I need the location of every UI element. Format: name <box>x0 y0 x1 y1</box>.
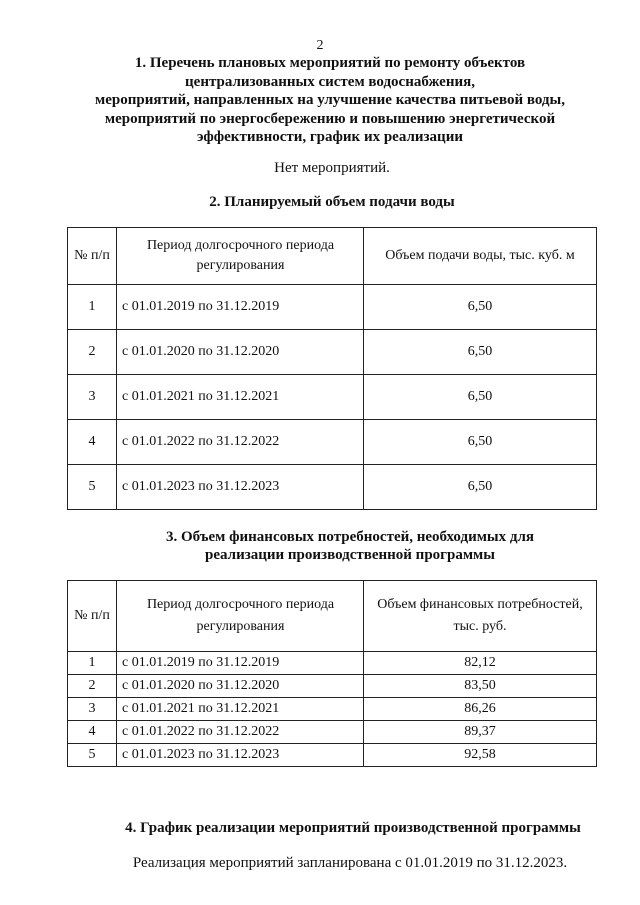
row-no: 1 <box>68 652 117 675</box>
page-number: 2 <box>316 38 324 53</box>
row-value: 6,50 <box>364 375 597 420</box>
financial-needs-table <box>67 580 597 767</box>
table-row <box>68 698 597 721</box>
row-value: 89,37 <box>364 721 597 744</box>
row-period: с 01.01.2022 по 31.12.2022 <box>117 721 364 744</box>
table-row <box>68 330 597 375</box>
row-value: 6,50 <box>364 285 597 330</box>
section1-title-line: эффективности, график их реализации <box>197 129 463 145</box>
row-value: 6,50 <box>364 465 597 510</box>
header-no: № п/п <box>68 581 117 652</box>
header-value: Объем финансовых потребностей, тыс. руб. <box>364 581 597 652</box>
section1-title-line: централизованных систем водоснабжения, <box>185 73 475 90</box>
table-row <box>68 285 597 330</box>
header-period: Период долгосрочного периода регулирования <box>117 581 364 652</box>
row-no: 4 <box>68 721 117 744</box>
row-no: 5 <box>68 744 117 767</box>
row-no: 4 <box>68 420 117 465</box>
row-period: с 01.01.2019 по 31.12.2019 <box>117 652 364 675</box>
row-no: 2 <box>68 675 117 698</box>
row-no: 2 <box>68 330 117 375</box>
row-value: 92,58 <box>364 744 597 767</box>
water-supply-table <box>67 227 597 510</box>
row-value: 6,50 <box>364 330 597 375</box>
no-measures-text: Нет мероприятий. <box>274 160 390 176</box>
row-no: 3 <box>68 698 117 721</box>
header-period: Период долгосрочного периода регулирования <box>117 228 364 285</box>
row-no: 5 <box>68 465 117 510</box>
section3-title-line: реализации производственной программы <box>205 547 495 563</box>
table-row <box>68 652 597 675</box>
section1-title-line: 1. Перечень плановых мероприятий по ремонту объектов <box>134 55 526 71</box>
section1-title-line: мероприятий по энергосбережению и повышению энергетической <box>104 110 556 127</box>
row-value: 82,12 <box>364 652 597 675</box>
row-value: 83,50 <box>364 675 597 698</box>
section4-text: Реализация мероприятий запланирована с 01.01.2019 по 31.12.2023. <box>132 855 568 871</box>
row-period: с 01.01.2021 по 31.12.2021 <box>117 698 364 721</box>
table-row <box>68 420 597 465</box>
row-period: с 01.01.2021 по 31.12.2021 <box>117 375 364 420</box>
table-row <box>68 375 597 420</box>
table-row <box>68 744 597 767</box>
row-no: 1 <box>68 285 117 330</box>
table-row <box>68 675 597 698</box>
table-row <box>68 721 597 744</box>
row-value: 6,50 <box>364 420 597 465</box>
row-value: 86,26 <box>364 698 597 721</box>
row-period: с 01.01.2023 по 31.12.2023 <box>117 744 364 767</box>
section4-title: 4. График реализации мероприятий производственной программы <box>125 820 581 836</box>
section1-title-line: мероприятий, направленных на улучшение качества питьевой воды, <box>95 92 565 108</box>
section3-title-line: 3. Объем финансовых потребностей, необходимых для <box>165 529 535 545</box>
section1-title <box>60 54 600 147</box>
table-header-row <box>68 581 597 652</box>
section3-title <box>0 528 640 564</box>
row-period: с 01.01.2020 по 31.12.2020 <box>117 675 364 698</box>
row-no: 3 <box>68 375 117 420</box>
table-row <box>68 465 597 510</box>
row-period: с 01.01.2023 по 31.12.2023 <box>117 465 364 510</box>
row-period: с 01.01.2020 по 31.12.2020 <box>117 330 364 375</box>
header-value: Объем подачи воды, тыс. куб. м <box>364 228 597 285</box>
header-no: № п/п <box>68 228 117 285</box>
row-period: с 01.01.2019 по 31.12.2019 <box>117 285 364 330</box>
table-header-row <box>68 228 597 285</box>
section2-title: 2. Планируемый объем подачи воды <box>209 194 455 210</box>
row-period: с 01.01.2022 по 31.12.2022 <box>117 420 364 465</box>
